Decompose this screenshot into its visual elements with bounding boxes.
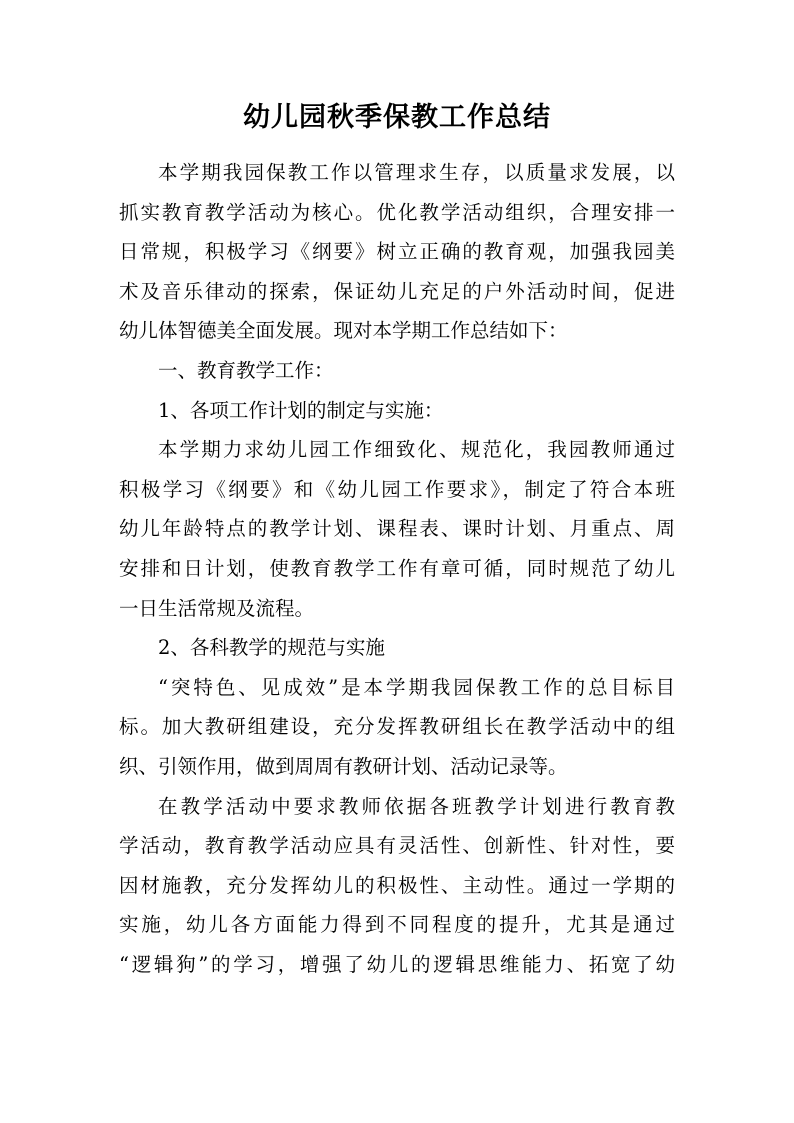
text-line: 幼儿年龄特点的教学计划、课程表、课时计划、月重点、周 (119, 517, 675, 541)
text-line: 日常规，积极学习《纲要》树立正确的教育观，加强我园美 (119, 240, 675, 264)
paragraph (119, 787, 675, 985)
text-line: “逻辑狗”的学习，增强了幼儿的逻辑思维能力、拓宽了幼 (119, 952, 675, 976)
text-line: 织、引领作用，做到周周有教研计划、活动记录等。 (119, 754, 568, 778)
text-line: 安排和日计划，使教育教学工作有章可循，同时规范了幼儿 (119, 556, 675, 580)
text-line: 抓实教育教学活动为核心。优化教学活动组织，合理安排一 (119, 200, 675, 224)
paragraph (119, 430, 675, 628)
text-line: 2、各科教学的规范与实施 (158, 636, 385, 660)
text-line: 学活动，教育教学活动应具有灵活性、创新性、针对性，要 (119, 834, 675, 858)
document-title: 幼儿园秋季保教工作总结 (243, 102, 551, 133)
subsection-heading (119, 628, 675, 668)
text-line: 标。加大教研组建设，充分发挥教研组长在教学活动中的组 (119, 715, 675, 739)
text-line: “突特色、见成效”是本学期我园保教工作的总目标目 (158, 675, 675, 699)
document-body (119, 153, 675, 984)
paragraph (119, 153, 675, 351)
text-line: 在教学活动中要求教师依据各班教学计划进行教育教 (158, 794, 675, 818)
text-line: 实施，幼儿各方面能力得到不同程度的提升，尤其是通过 (119, 913, 675, 937)
text-line: 积极学习《纲要》和《幼儿园工作要求》，制定了符合本班 (119, 477, 675, 501)
text-line: 一、教育教学工作： (158, 358, 334, 382)
section-heading (119, 351, 675, 391)
text-line: 本学期力求幼儿园工作细致化、规范化，我园教师通过 (158, 438, 675, 462)
text-line: 因材施教，充分发挥幼儿的积极性、主动性。通过一学期的 (119, 873, 675, 897)
text-line: 本学期我园保教工作以管理求生存，以质量求发展，以 (158, 161, 675, 184)
subsection-heading (119, 391, 675, 431)
text-line: 1、各项工作计划的制定与实施： (158, 398, 444, 422)
paragraph (119, 668, 675, 787)
text-line: 术及音乐律动的探索，保证幼儿充足的户外活动时间，促进 (119, 279, 675, 303)
text-line: 一日生活常规及流程。 (119, 596, 315, 620)
text-line: 幼儿体智德美全面发展。现对本学期工作总结如下： (119, 319, 568, 343)
